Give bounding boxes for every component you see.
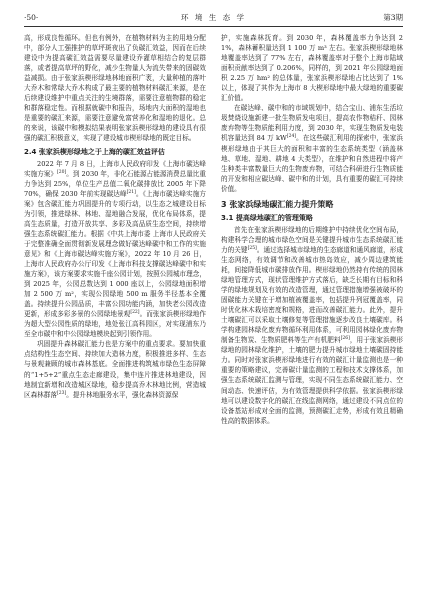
paragraph: 护，实施森林抚育。到 2030 年，森林覆盖率力争达到 21%，森林蓄积量达到 1 100 万 m³ 左右。张家浜楔形绿地林地覆盖率达到了 77% 左右，森林覆盖率对于整个上海市陆域面积贡献率达到了 0.206%，同样的，到 2021 年公园绿地面积 2.25 万 hm² 的总体量，张家浜楔形绿地占比达到了 1% 以上，体现了其作为上海市 8 大楔形绿地中最大绿地的重要碳汇价值。 <box>221 34 403 103</box>
citation: [22] <box>130 310 140 316</box>
paragraph: 高，形成良性循环。但也有例外，在植物材料为主的用地分配中，部分人工强推护的草坪斑夜出了负碳汇效益，因而在后续建设中为提高碳汇效益需要尽量建设乔灌草相结合的复层群落，或者提高草坪的野化，减少生物量人为流失带来的固碳效益减损。由于张家浜楔形绿地林地面积广袤，大量种植的落叶大乔木和常绿大乔木构成了最主要的植物材料碳汇来源，是在后续建设维护中重点关注的生境群落，需要注意植物群的稳定和群落稳定性。而根据就碳中和报告，场地内大面积的湿地也是重要的碳汇来源，需要注意避免富营养化和湿地的退化。总的来说，该碳中和模拟结果表明张家浜楔形绿地的建设具有很强的碳汇积极意义，实现了建设城市楔形绿地的既定目标。 <box>24 34 206 143</box>
citation: [23] <box>56 390 67 396</box>
citation: [20] <box>57 169 67 175</box>
paragraph: 在碳达峰、碳中和的市域规划中，结合宝山、浦东生活垃圾焚烧设施新建一批生物质发电项目，提高农作物秸秆、园林废弃物等生物质能利用力度，到 2030 年，实现生物质发电装机容量达到 84 万 kW[24]。在这些碳汇利用的探索中，张家浜楔形绿地由于其巨大的面积和丰富的生态系统类型（涵盖林地、草地、湿地、耕地 4 大类型），在维护和自然进程中将产生种类丰富数量巨大的生物废弃物，可结合科研进行生物质能的开发和相应碳达峰、碳中和的计划，具有重要的碳汇可持续价值。 <box>221 104 404 193</box>
section-heading-2-4: 2.4 张家浜楔形绿地之于上海的碳汇效益评估 <box>24 147 165 156</box>
section-heading-3-1: 3.1 提高绿地碳汇的管理策略 <box>221 213 313 222</box>
page-number: ·50· <box>24 13 39 22</box>
citation: [26] <box>340 336 350 342</box>
citation: [21] <box>126 189 136 195</box>
citation: [24] <box>286 134 297 140</box>
citation: [25] <box>247 245 257 251</box>
paragraph: 2022 年 7 月 8 日，上海市人民政府印发《上海市碳达峰实施方案》[20]。到 2030 年，非化石能源占能源消费总量比重力争达到 25%，单位生产总值二氧化碳排放比 2005 年下降 70%，确保 2030 年前实现碳达峰[21]。《上海市碳达峰实施方案》包含碳汇能力巩固提升的专项行动，以生态之城建设目标为引领，推进绿林、林地、湿地融合发展，优化布局体系，提高生态质量，打造开放共享、多彩及高品质生态空间，持续增强生态系统碳汇能力。根据《中共上海市委 上海市人民政府关于完整准确全面贯彻新发展理念做好碳达峰碳中和工作的实施意见》和《上海市碳达峰实施方案》，2022 年 10 月 26 日，上海市人民政府办公厅印发《上海市科技支撑碳达峰碳中和实施方案》，该方案要求实施千座公园计划，按照公园城市理念，到 2025 年，公园总数达到 1 000 座以上，公园绿地面积增加 2 500 万 m²，实现公园绿地 500 m 服务半径基本全覆盖。持续提升公园品质，丰富公园功能内涵，加快老公园改造更新，形成多彩多景的公园绿地景观[22]。而张家浜楔形绿地作为超大型公园性质的绿地，地处张江高科园区，对实现浦东乃至全市碳中和中公园绿地模块起到引领作用。 <box>24 159 207 339</box>
paragraph: 首先在张家浜楔形绿地的后期维护中持续优化空间布局，构建科学合理的城市绿色空间是关键提升城市生态系统碳汇能力的关键[25]。通过选择城市绿地的生态廊道和通风廊道，形成生态网络，有效调节和改善城市热岛效应，减少周边建筑能耗，间接降低城市碳排放作用。楔形绿地仍然持有传统的园林绿地管理方式，现状管理维护方式落后，缺乏长期有目标和科学的绿地规划及有效的改造管理，通过管理措施增强被破坏的固碳能力关键在于增加植被覆盖率，包括提升列冠覆盖率，同时优化林木栽培密度和规格，进而改善碳汇能力。此外，提升土壤碳汇可以采取土壤修复等管理措施逐步改良土壤碳库。科学构建园林绿化废弃物循环利用体系，可利用园林绿化废弃物制备生物炭、生物质肥料等生产有机肥料[26]，用于张家浜楔形绿地的园林绿化维护，土壤的肥力提升城市绿地土壤碳固持能力。同时对张家浜楔形绿地进行有效的碳汇计量监测也是一种重要的策略建议，完善碳计量监测的工程和技术支撑体系，加强生态系统碳汇监测与管理，实现不同生态系统碳汇能力、空间动态、快速评估，为有效管理提供科学依据。张家浜楔形绿地可以建设数字化的碳汇在线监测网络，通过建设不同点位的设备基站形成对全面的监测，预测碳汇走势，形成有效且精确性高的数据体系。 <box>221 225 404 425</box>
section-heading-3: 3 张家浜绿地碳汇能力提升策略 <box>221 199 334 209</box>
issue-number: 第3期 <box>383 13 403 22</box>
running-header <box>24 12 403 27</box>
left-column <box>24 33 206 400</box>
right-column <box>221 33 403 426</box>
paragraph: 巩固提升森林碳汇能力也是方案中的重点要求。要加快重点结构性生态空间、持续加大造林力度，积极推进多样、生态与景观兼顾的城市森林基底。全面推进构筑城市绿色生态屏障的“1+5+2”重点生态走廊建设，集中连片推进林地建设，因地制宜新增和改造城区绿地，稳步提高乔木林地比例，营造城区森林群落[23]。提升林地服务水平，强化森林资源保 <box>24 340 206 399</box>
journal-title: 环 境 生 态 学 <box>180 13 247 22</box>
